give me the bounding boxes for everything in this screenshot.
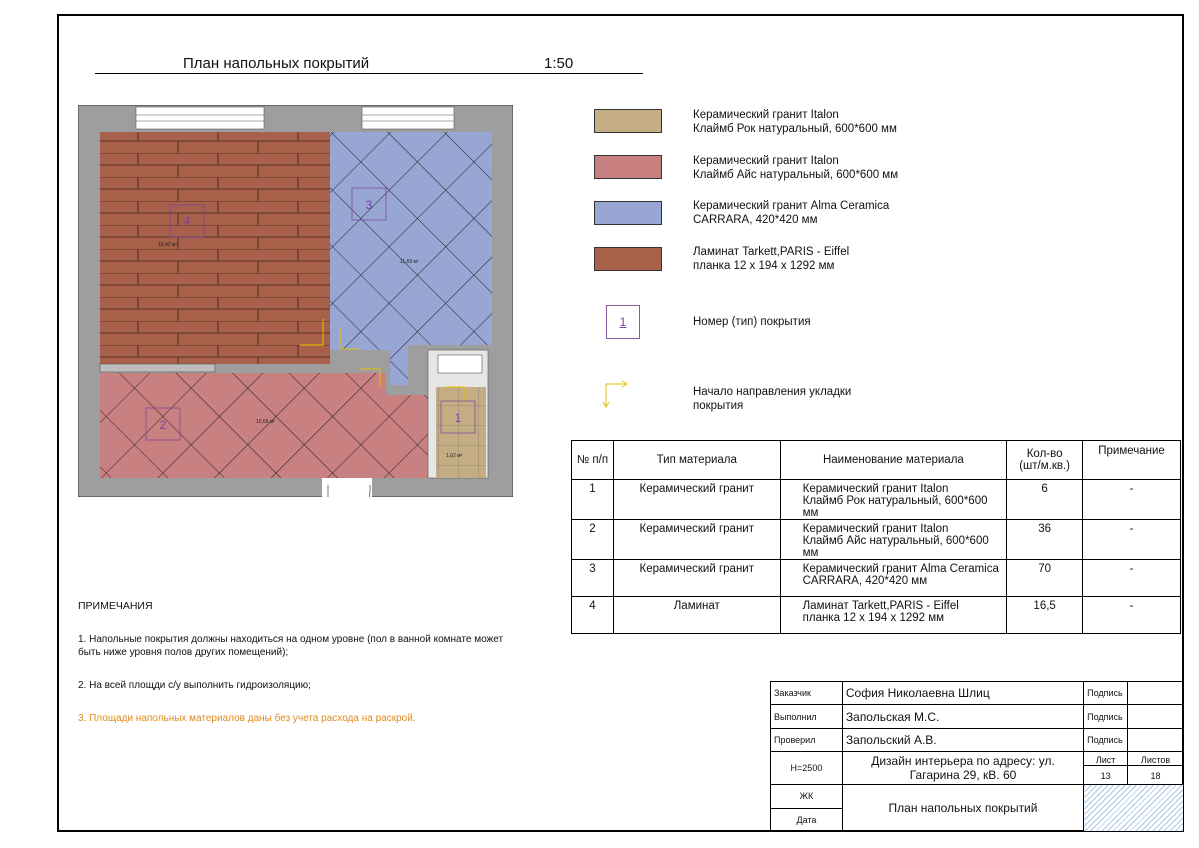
table-row: 1 Керамический гранит Керамический гранит Italon Клаймб Рок натуральный, 600*600 мм 6 - (572, 480, 1181, 520)
note-3: 3. Площади напольных материалов даны без учета расхода на раскрой. (78, 713, 416, 724)
legend-item-1: Керамический гранит Italon Клаймб Рок натуральный, 600*600 мм (693, 109, 897, 135)
materials-table (571, 440, 1181, 634)
legend-swatch-4 (594, 247, 662, 271)
customer-name: София Николаевна Шлиц (842, 682, 1083, 705)
title-block: Заказчик София Николаевна Шлиц Подпись Выполнил Запольская М.С. Подпись Проверил Запольский А.В. Подпись Н=2500 Дизайн интерьера по адресу: ул. Гагарина 29, кВ. 60 Лист 13 Листов 18 ЖК План напольных покрытий Дата (770, 681, 1184, 832)
executed-by: Запольская М.С. (842, 705, 1083, 728)
room-1-tile (436, 387, 486, 478)
sheet-title: План напольных покрытий (842, 785, 1083, 832)
legend-number-label: Номер (тип) покрытия (693, 316, 811, 328)
sheet-count: 18 (1150, 771, 1161, 782)
room-area-2: 10,66 м² (256, 419, 276, 425)
sheet-number: 13 (1100, 771, 1111, 782)
legend-item-2: Керамический гранит Italon Клаймб Айс натуральный, 600*600 мм (693, 155, 899, 181)
col-note: Примечание (1083, 441, 1181, 480)
legend-item-4: Ламинат Tarkett,PARIS - Eiffel планка 12 x 194 x 1292 мм (693, 246, 850, 272)
note-1: 1. Напольные покрытия должны находиться на одном уровне (пол в ванной комнате может быть ниже уровня полов других помещений); (78, 634, 504, 658)
legend-swatch-2 (594, 155, 662, 179)
checked-by: Запольский А.В. (842, 728, 1083, 751)
col-name: Наименование материала (780, 441, 1007, 480)
room-4-laminate (100, 132, 330, 364)
legend-direction-label: Начало направления укладки покрытия (693, 386, 852, 412)
direction-arrow-icon (598, 378, 634, 414)
col-type: Тип материала (613, 441, 780, 480)
col-qty: Кол-во (шт/м.кв.) (1007, 441, 1083, 480)
floor-plan (78, 105, 513, 497)
table-row: 4 Ламинат Ламинат Tarkett,PARIS - Eiffel планка 12 x 194 x 1292 мм 16,5 - (572, 597, 1181, 634)
table-row: 3 Керамический гранит Керамический гранит Alma Ceramica CARRARA, 420*420 мм 70 - (572, 560, 1181, 597)
room-number-2: 2 (159, 418, 167, 432)
room-number-4: 4 (183, 214, 191, 228)
col-number: № п/п (572, 441, 614, 480)
notes-heading: ПРИМЕЧАНИЯ (78, 600, 153, 612)
room-area-4: 16,43 м² (158, 242, 178, 248)
legend-number-box: 1 (606, 305, 640, 339)
legend-swatch-1 (594, 109, 662, 133)
note-2: 2. На всей площди с/у выполнить гидроизоляцию; (78, 680, 311, 691)
page-title: План напольных покрытий (183, 55, 370, 72)
room-number-3: 3 (365, 198, 373, 212)
room-area-1: 1,62 м² (446, 453, 463, 459)
scale-label: 1:50 (544, 55, 574, 72)
title-underline (95, 73, 643, 74)
table-row: 2 Керамический гранит Керамический гранит Italon Клаймб Айс натуральный, 600*600 мм 36 - (572, 520, 1181, 560)
legend-item-3: Керамический гранит Alma Ceramica CARRARA, 420*420 мм (693, 200, 890, 226)
room-number-1: 1 (454, 411, 462, 425)
hatch-logo (1084, 785, 1184, 832)
room-2-tile (100, 373, 428, 478)
room-area-3: 11,69 м² (400, 259, 419, 265)
project-title: Дизайн интерьера по адресу: ул. Гагарина 29, кВ. 60 (842, 752, 1083, 785)
table-header (572, 441, 1181, 480)
legend-swatch-3 (594, 201, 662, 225)
